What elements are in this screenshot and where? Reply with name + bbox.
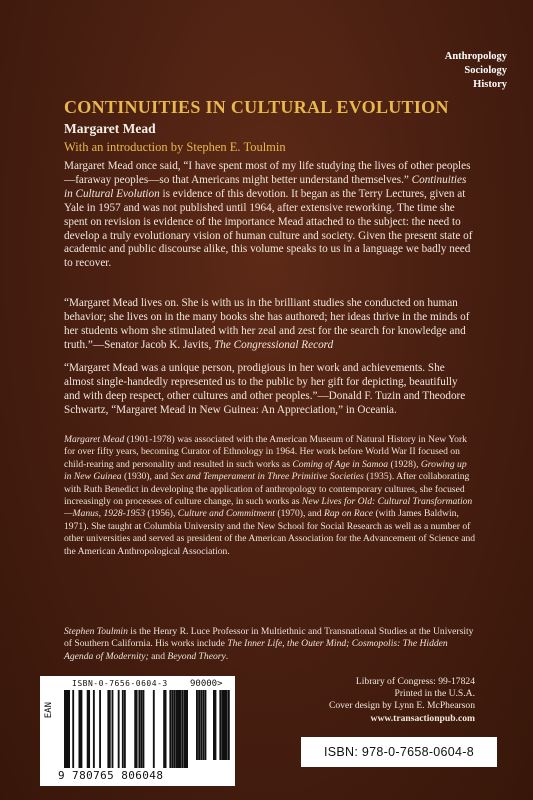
subject-item: Sociology: [464, 65, 507, 76]
library-of-congress: Library of Congress: 99-17824: [355, 676, 475, 687]
barcode-bar: [174, 690, 176, 768]
barcode-bar: [118, 690, 120, 768]
barcode-ean-label: EAN: [44, 702, 54, 719]
barcode-addon-bars: [196, 690, 230, 760]
barcode-bar: [72, 690, 74, 768]
barcode-bar: [138, 690, 140, 768]
barcode-bar: [68, 690, 70, 768]
barcode-number: 9 780765 806048: [58, 769, 164, 782]
barcode-bar: [171, 690, 173, 768]
barcode-bar: [169, 690, 171, 768]
barcode-bar: [228, 690, 230, 760]
review-quote-javits: “Margaret Mead lives on. She is with us in the brilliant studies she conducted on human behavior; she lives on in the many books she has authored; her ideas thrive in the minds of her students whom she stimulated with her zeal and zest for the search for knowledge and truth.”—Senator Jacob K. Javits, The Congressional Record: [64, 297, 470, 351]
subject-item: Anthropology: [444, 51, 507, 62]
barcode-bar: [99, 690, 101, 768]
subject-item: History: [473, 79, 507, 90]
barcode-bar: [200, 690, 202, 760]
barcode-bar: [163, 690, 166, 768]
barcode-isbn-label: ISBN-0-7656-0604-3: [72, 679, 168, 688]
barcode-bar: [124, 690, 126, 768]
review-quote-tuzin: “Margaret Mead was a unique person, prodigious in her work and achievements. She almost single-handedly represented us to the public by her gift for depicting, beautifully and with deep respect, other cultures and other peoples.”—Donald F. Tuzin and Theodore Schwartz, “Margaret Mead in New Guinea: An Appreciation,” in Oceania.: [64, 362, 466, 416]
barcode-bar: [93, 690, 95, 768]
barcode-bar: [87, 690, 90, 768]
barcode-bar: [198, 690, 200, 760]
book-description: Margaret Mead once said, “I have spent most of my life studying the lives of other peoples—faraway peoples—so that Americans might better understand themselves.” Continuities in Cultural Evolution is evidence of this devotion. It began as the Terry Lectures, given at Yale in 1957 and was not published until 1964, after extensive reworking. The time she spent on revision is evidence of the importance Mead attached to the subject: the need to develop a truly evolutionary vision of human culture and society. Given the present state of academic and public discourse alike, this volume speaks to us in a language we badly need to recover.: [64, 160, 473, 270]
barcode-bar: [143, 690, 145, 768]
barcode-bar: [153, 690, 155, 768]
barcode-bar: [202, 690, 204, 760]
publisher-url[interactable]: www.transactionpub.com: [370, 712, 475, 724]
barcode-bar: [196, 690, 198, 760]
barcode-addon-number: 90000>: [190, 679, 223, 689]
barcode-bar: [205, 690, 207, 760]
subject-list: [445, 50, 507, 92]
barcode-bar: [112, 690, 114, 768]
publisher-info: [329, 676, 475, 725]
barcode-bar: [81, 690, 83, 768]
author-bio-toulmin: Stephen Toulmin is the Henry R. Luce Professor in Multiethnic and Transnational Studies at the University of Southern California. His works include The Inner Life, the Outer Mind; Cosmopolis: The Hidden Agenda of Modernity; and Beyond Theory.: [64, 626, 474, 662]
printed-in: Printed in the U.S.A.: [394, 688, 475, 700]
barcode-bar: [213, 690, 216, 760]
cover-design-credit: Cover design by Lynn E. McPhearson: [328, 700, 475, 712]
barcode-bars: [64, 690, 188, 768]
barcode-bar: [180, 690, 182, 768]
author-name: Margaret Mead: [64, 121, 156, 136]
barcode-bar: [219, 690, 221, 760]
barcode-bar: [186, 690, 188, 768]
barcode: [40, 676, 235, 786]
barcode-bar: [226, 690, 228, 760]
barcode-bar: [182, 690, 184, 768]
barcode-bar: [122, 690, 124, 768]
book-title: CONTINUITIES IN CULTURAL EVOLUTION: [64, 97, 449, 117]
isbn-label: ISBN: 978-0-7658-0604-8: [301, 737, 497, 767]
barcode-bar: [107, 690, 110, 768]
introduction-credit: With an introduction by Stephen E. Toulmin: [64, 140, 286, 154]
barcode-bar: [140, 690, 142, 768]
author-bio-mead: Margaret Mead (1901-1978) was associated with the American Museum of Natural History in New York for over fifty years, becoming Curator of Ethnology in 1964. Her work before World War II focused on child-rearing and personality and resulted in such works as Coming of Age in Samoa (1928), Growing up in New Guinea (1930), and Sex and Temperament in Three Primitive Societies (1935). After collaborating with Ruth Benedict in developing the application of anthropology to contemporary cultures, she focused increasingly on processes of culture change, in such works as New Lives for Old: Cultural Transformation—Manus, 1928-1953 (1956), Culture and Commitment (1970), and Rap on Race (with James Baldwin, 1971). She taught at Columbia University and the New School for Social Research as well as a number of other universities and served as president of the American Association for the Advancement of Science and the American Anthropological Association.: [64, 434, 476, 557]
barcode-bar: [134, 690, 137, 768]
